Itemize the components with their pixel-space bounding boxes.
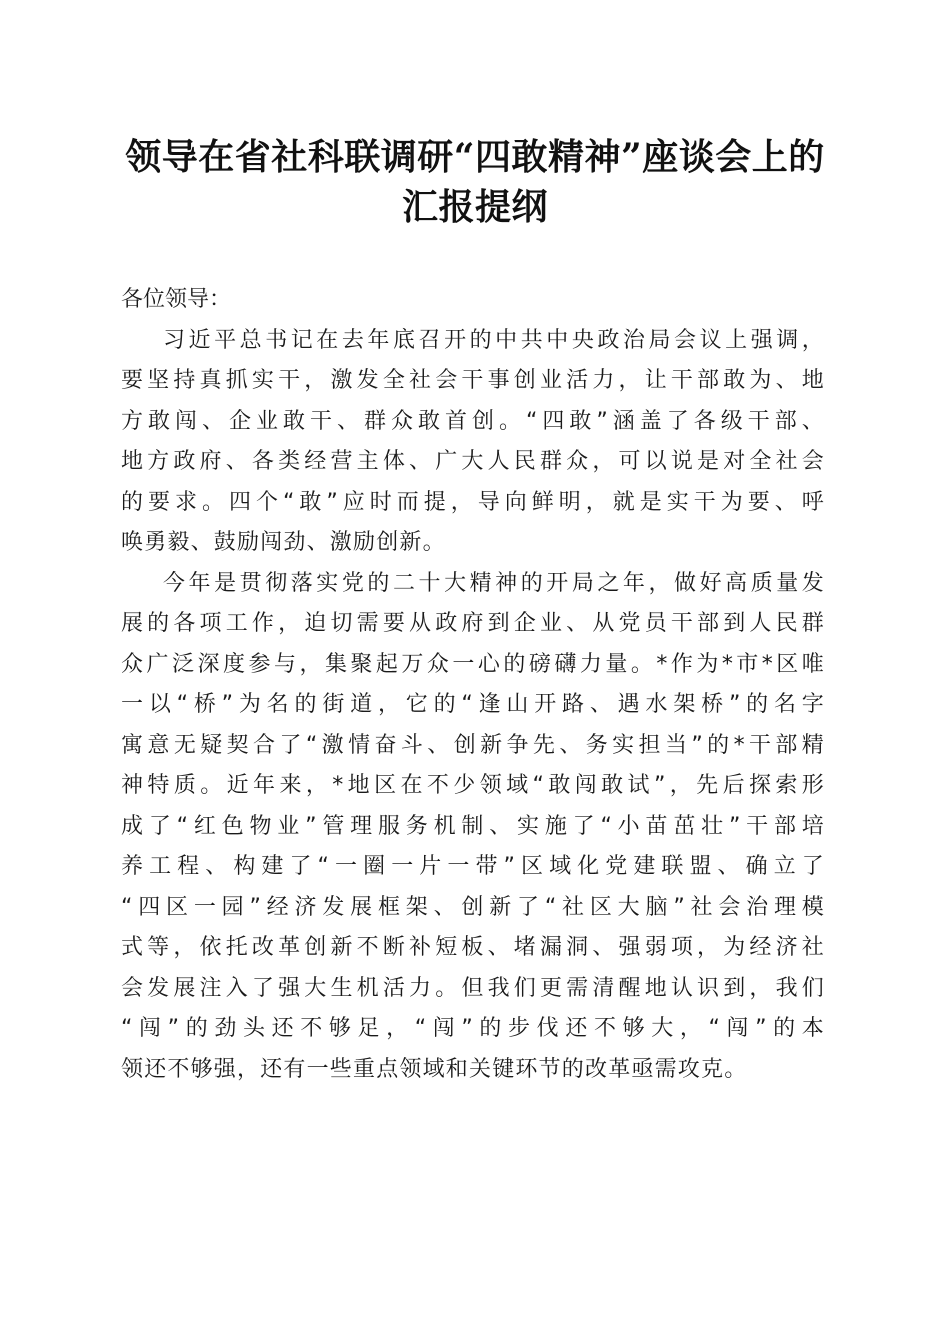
paragraph-line: 要坚持真抓实干，激发全社会干事创业活力，让干部敢为、地 [121, 368, 825, 393]
title-line-2: 汇报提纲 [401, 186, 548, 228]
paragraph-line: 领还不够强，还有一些重点领域和关键环节的改革亟需攻克。 [121, 1056, 748, 1082]
paragraph-line: 习近平总书记在去年底召开的中共中央政治局会议上强调， [163, 327, 825, 353]
salutation: 各位领导： [121, 287, 232, 312]
paragraph-line: 的要求。四个“敢”应时而提，导向鲜明，就是实干为要、呼 [121, 489, 825, 515]
paragraph-line: 唤勇毅、鼓励闯劲、激励创新。 [121, 530, 446, 555]
paragraph-line: 成了“红色物业”管理服务机制、实施了“小苗茁壮”干部培 [121, 813, 825, 839]
document-title [110, 132, 840, 232]
paragraph-line: 寓意无疑契合了“激情奋斗、创新争先、务实担当”的*干部精 [121, 732, 825, 758]
paragraph-line: 众广泛深度参与，集聚起万众一心的磅礴力量。*作为*市*区唯 [121, 651, 825, 677]
paragraph-line: 神特质。近年来，*地区在不少领域“敢闯敢试”，先后探索形 [121, 773, 825, 798]
paragraph-2 [121, 564, 825, 1091]
document-body [121, 280, 825, 1090]
paragraph-line: “四区一园”经济发展框架、创新了“社区大脑”社会治理模 [121, 894, 825, 920]
paragraph-line: 会发展注入了强大生机活力。但我们更需清醒地认识到，我们 [121, 975, 825, 1001]
paragraph-line: 今年是贯彻落实党的二十大精神的开局之年，做好高质量发 [163, 570, 825, 596]
paragraph-line: 式等，依托改革创新不断补短板、堵漏洞、强弱项，为经济社 [121, 935, 825, 960]
paragraph-line: 地方政府、各类经营主体、广大人民群众，可以说是对全社会 [121, 449, 825, 474]
paragraph-line: 展的各项工作，迫切需要从政府到企业、从党员干部到人民群 [121, 611, 825, 636]
paragraph-line: 方敢闯、企业敢干、群众敢首创。“四敢”涵盖了各级干部、 [121, 408, 825, 434]
paragraph-1 [121, 321, 825, 564]
paragraph-line: 养工程、构建了“一圈一片一带”区域化党建联盟、确立了 [121, 854, 825, 879]
paragraph-line: “闯”的劲头还不够足，“闯”的步伐还不够大，“闯”的本 [121, 1016, 825, 1041]
title-line-1: 领导在省社科联调研“四敢精神”座谈会上的 [125, 136, 825, 178]
paragraph-line: 一以“桥”为名的街道，它的“逢山开路、遇水架桥”的名字 [121, 692, 825, 717]
